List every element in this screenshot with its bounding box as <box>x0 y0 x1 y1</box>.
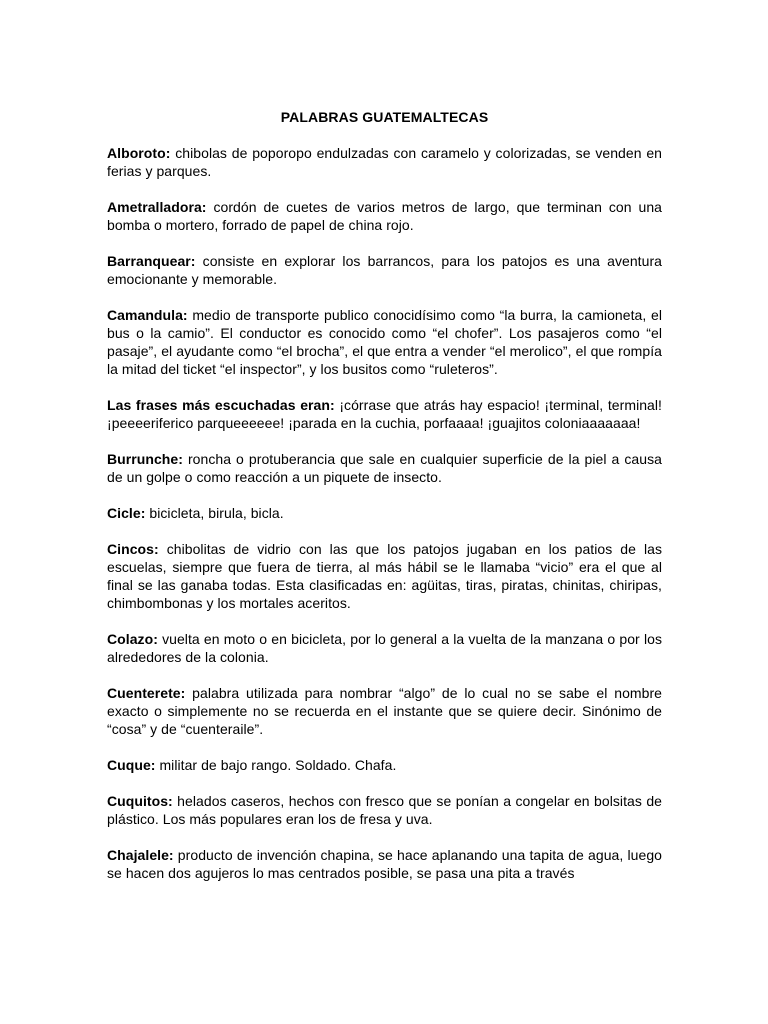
entry-definition: palabra utilizada para nombrar “algo” de lo cual no se sabe el nombre exacto o simplemente no se recuerda en el instante que se quiere decir. Sinónimo de “cosa” y de “cuenteraile”. <box>107 685 662 737</box>
glossary-entry <box>107 198 662 234</box>
entry-definition: chibolas de poporopo endulzadas con caramelo y colorizadas, se venden en ferias y parques. <box>107 145 662 179</box>
entry-definition: producto de invención chapina, se hace aplanando una tapita de agua, luego se hacen dos agujeros lo mas centrados posible, se pasa una pita a través <box>107 847 662 881</box>
glossary-entry <box>107 504 662 522</box>
glossary-entry <box>107 756 662 774</box>
document-title: PALABRAS GUATEMALTECAS <box>280 109 489 125</box>
glossary-entry <box>107 396 662 432</box>
entry-term: Ametralladora: <box>107 199 207 215</box>
entry-term: Alboroto: <box>107 145 171 161</box>
entry-definition: medio de transporte publico conocidísimo como “la burra, la camioneta, el bus o la camio”. El conductor es conocido como “el chofer”. Los pasajeros como “el pasaje”, el ayudante como “el brocha”, el que entra a vender “el merolico”, el que rompía la mitad del ticket “el inspector”, y los busitos como “ruleteros”. <box>107 307 662 377</box>
entry-term: Cuque: <box>107 757 156 773</box>
entry-definition: consiste en explorar los barrancos, para los patojos es una aventura emocionante y memorable. <box>107 253 662 287</box>
entry-definition: vuelta en moto o en bicicleta, por lo general a la vuelta de la manzana o por los alrededores de la colonia. <box>107 631 662 665</box>
entry-term: Chajalele: <box>107 847 174 863</box>
glossary-entry <box>107 684 662 738</box>
entry-definition: ¡córrase que atrás hay espacio! ¡terminal, terminal! ¡peeeeriferico parqueeeeee! ¡parada en la cuchia, porfaaaa! ¡guajitos coloniaaaaaaa! <box>107 397 662 431</box>
entry-term: Las frases más escuchadas eran: <box>107 397 335 413</box>
entry-definition: roncha o protuberancia que sale en cualquier superficie de la piel a causa de un golpe o como reacción a un piquete de insecto. <box>107 451 662 485</box>
entry-term: Burrunche: <box>107 451 183 467</box>
glossary-entry <box>107 252 662 288</box>
glossary-entry <box>107 846 662 882</box>
entry-definition: chibolitas de vidrio con las que los patojos jugaban en los patios de las escuelas, siempre que fuera de tierra, al más hábil se le llamaba “vicio” era el que al final se las ganaba todas. Esta clasificadas en: agüitas, tiras, piratas, chinitas, chiripas, chimbombonas y los mortales aceritos. <box>107 541 662 611</box>
glossary-entry <box>107 630 662 666</box>
entry-term: Cicle: <box>107 505 146 521</box>
entry-term: Cuenterete: <box>107 685 186 701</box>
glossary-entry <box>107 792 662 828</box>
glossary-entry <box>107 306 662 378</box>
entry-definition: bicicleta, birula, bicla. <box>145 505 284 521</box>
entry-definition: militar de bajo rango. Soldado. Chafa. <box>155 757 397 773</box>
glossary-entry <box>107 450 662 486</box>
entry-term: Cuquitos: <box>107 793 173 809</box>
entry-term: Cincos: <box>107 541 159 557</box>
entry-term: Camandula: <box>107 307 188 323</box>
entry-term: Barranquear: <box>107 253 196 269</box>
entry-term: Colazo: <box>107 631 158 647</box>
glossary-entry <box>107 540 662 612</box>
entry-definition: helados caseros, hechos con fresco que se ponían a congelar en bolsitas de plástico. Los más populares eran los de fresa y uva. <box>107 793 662 827</box>
entry-definition: cordón de cuetes de varios metros de largo, que terminan con una bomba o mortero, forrado de papel de china rojo. <box>107 199 662 233</box>
glossary-entry <box>107 144 662 180</box>
